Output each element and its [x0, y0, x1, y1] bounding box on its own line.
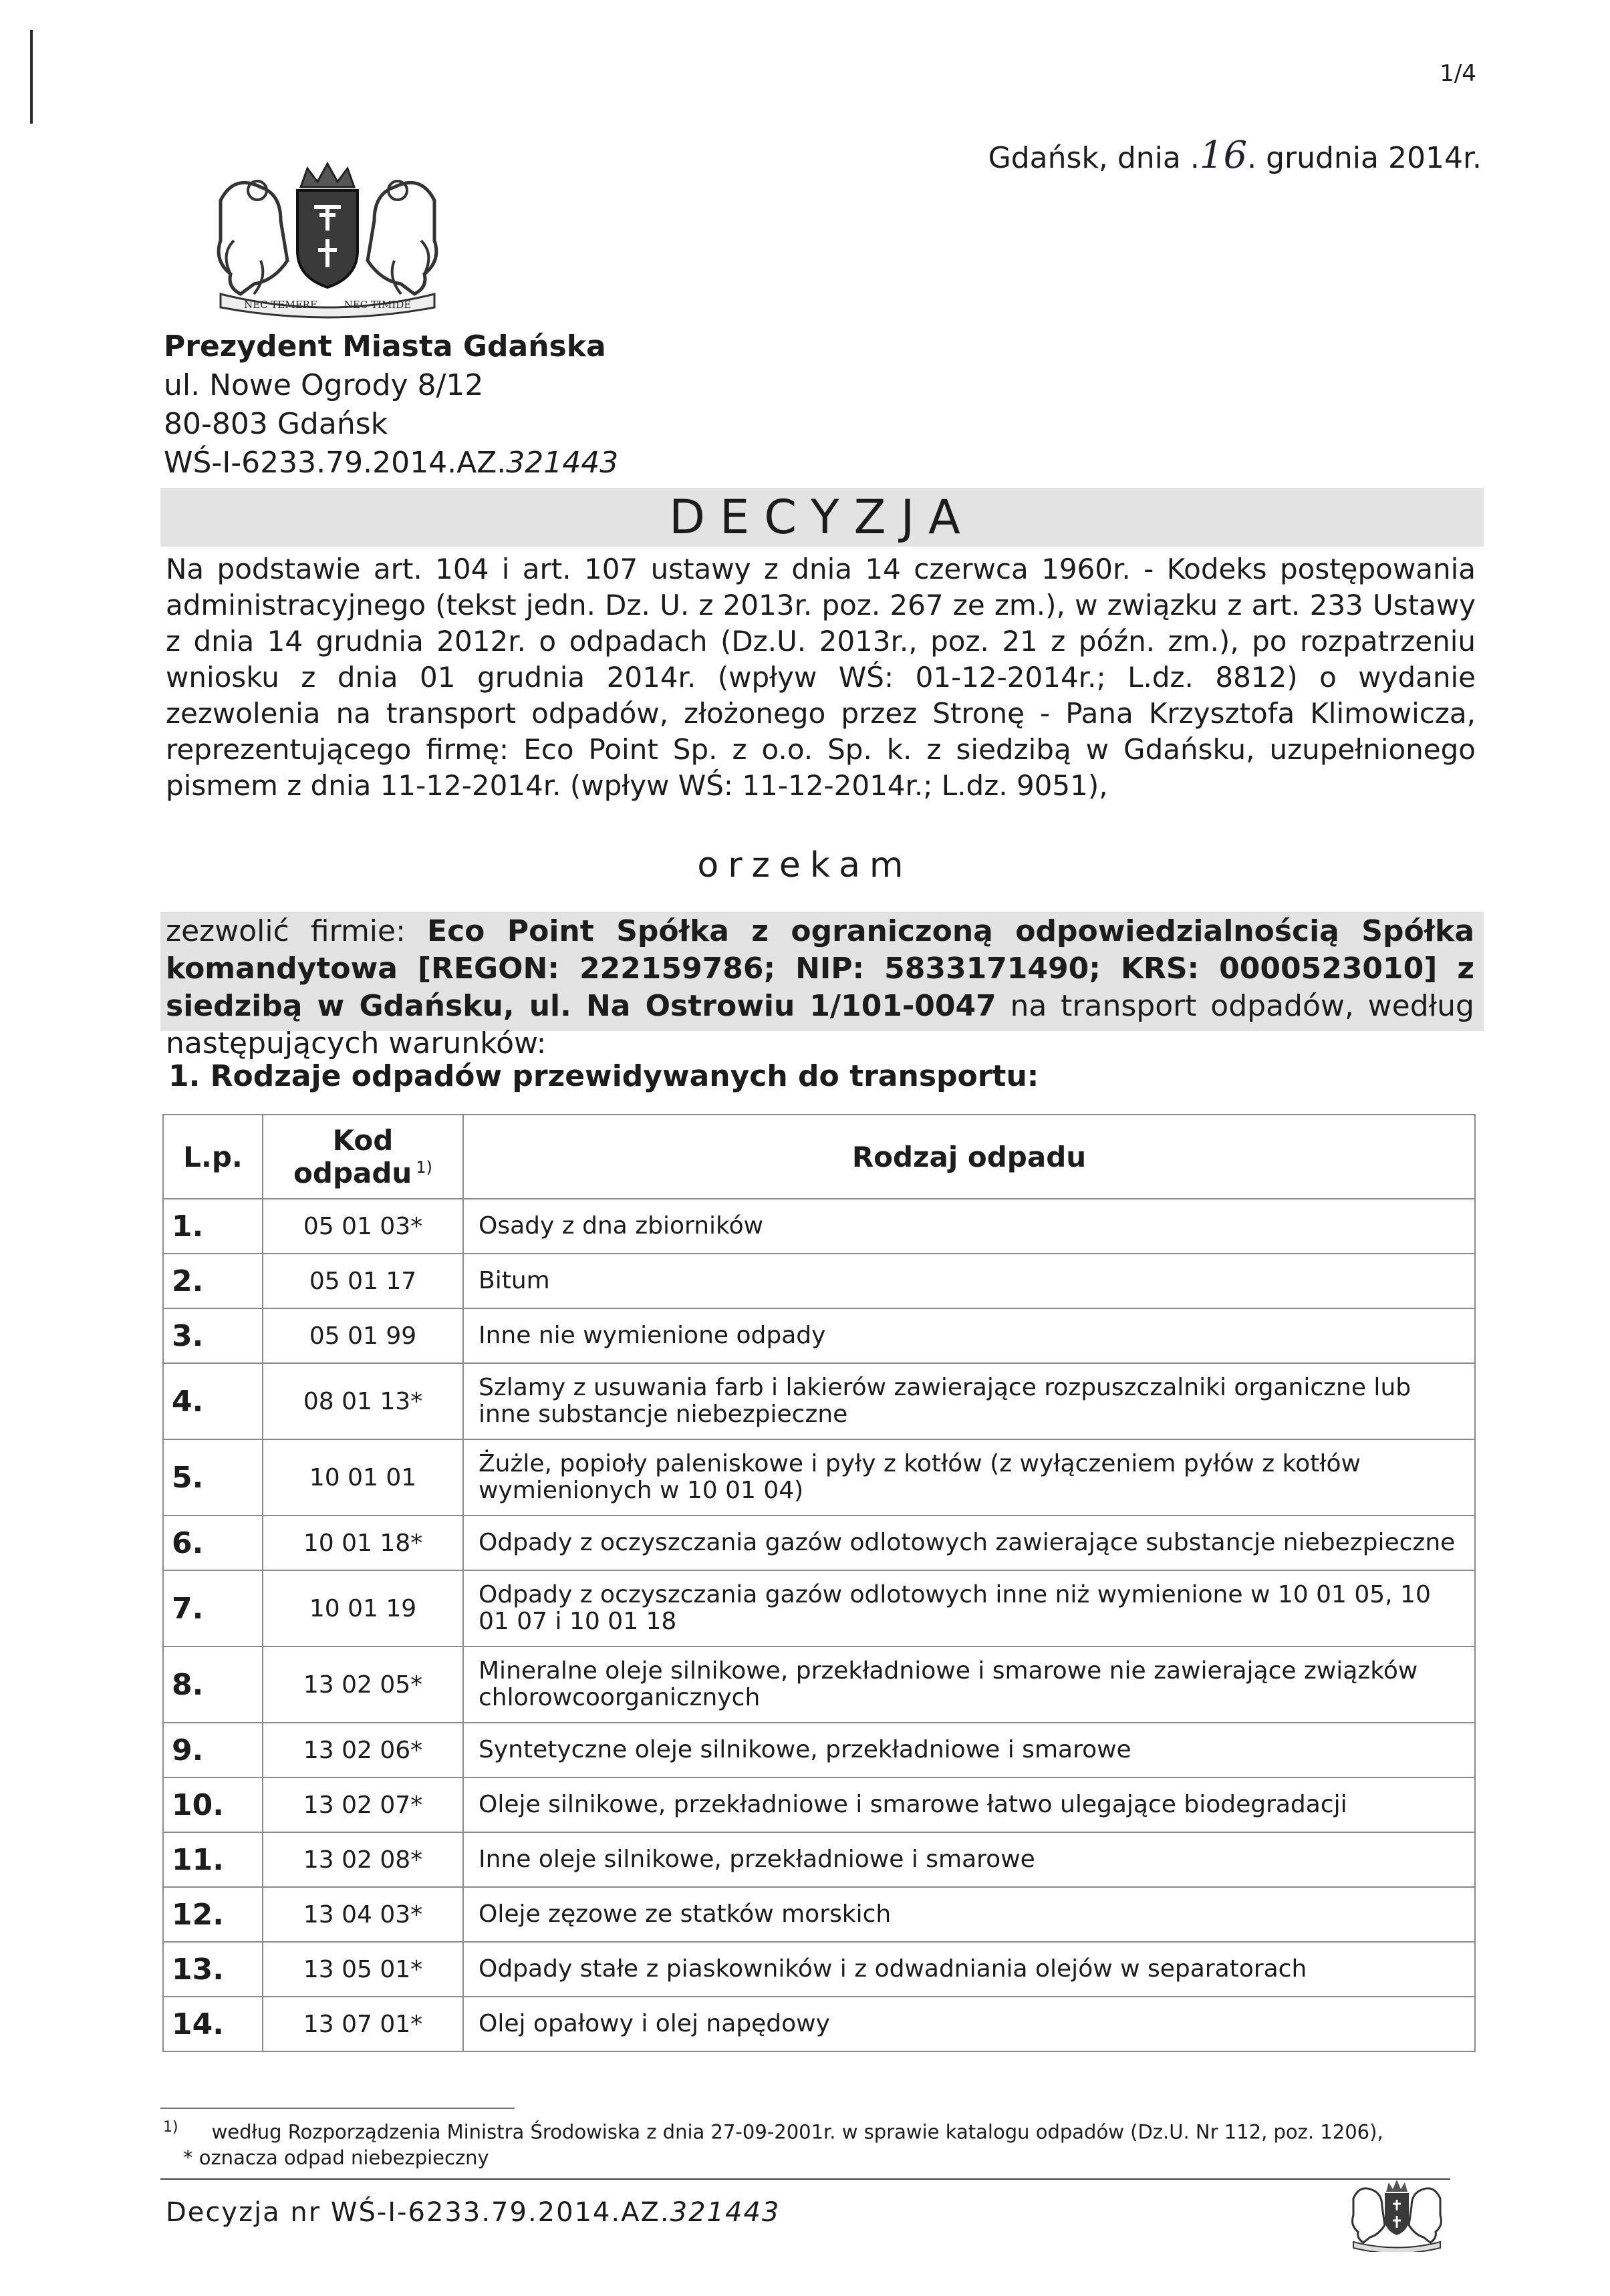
row-waste-code: 13 02 08*	[263, 1832, 463, 1887]
row-lp: 8.	[163, 1646, 263, 1723]
row-waste-code: 13 05 01*	[263, 1942, 463, 1997]
place-date-suffix: . grudnia 2014r.	[1247, 141, 1482, 175]
table-row	[163, 1646, 1475, 1723]
row-lp: 2.	[163, 1254, 263, 1308]
table-row	[163, 1942, 1475, 1997]
sender-reference	[164, 444, 618, 482]
row-waste-description: Inne nie wymienione odpady	[463, 1308, 1475, 1363]
row-lp: 11.	[163, 1832, 263, 1887]
crest-motto-left: NEC TEMERE	[244, 299, 317, 311]
footnote-line2: * oznacza odpad niebezpieczny	[183, 2146, 489, 2169]
row-lp: 5.	[163, 1439, 263, 1516]
sender-ref-prefix: WŚ-I-6233.79.2014.AZ.	[164, 446, 507, 480]
ruling-word: orzekam	[697, 845, 913, 885]
row-lp: 1.	[163, 1199, 263, 1254]
crest-motto-right: NEC TIMIDE	[344, 299, 412, 311]
decision-tail: na transport odpadów, według następujących warunków:	[166, 989, 1474, 1060]
row-waste-description: Inne oleje silnikowe, przekładniowe i smarowe	[463, 1832, 1475, 1887]
waste-types-table	[162, 1114, 1476, 2052]
row-waste-description: Oleje silnikowe, przekładniowe i smarowe łatwo ulegające biodegradacji	[463, 1777, 1475, 1832]
decision-company: Eco Point Spółka z ograniczoną odpowiedzialnością Spółka komandytowa [REGON: 222159786; NIP: 5833171490; KRS: 0000523010] z siedzibą w Gdańsku, ul. Na Ostrowiu 1/101-0047	[166, 914, 1475, 1023]
place-date	[988, 134, 1482, 177]
page-number: 1/4	[1440, 60, 1476, 87]
footnote-marker: 1)	[163, 2119, 178, 2136]
header-code-line1: Kod	[332, 1124, 394, 1157]
sender-ref-number: 321443	[506, 446, 619, 480]
row-waste-code: 13 02 05*	[263, 1646, 463, 1723]
row-waste-description: Żużle, popioły paleniskowe i pyły z kotłów (z wyłączeniem pyłów z kotłów wymienionych w 10 01 04)	[463, 1439, 1475, 1516]
row-lp: 6.	[163, 1516, 263, 1570]
table-row	[163, 1997, 1475, 2051]
footer-ref-number: 321443	[670, 2197, 781, 2228]
table-row	[163, 1254, 1475, 1308]
row-waste-description: Olej opałowy i olej napędowy	[463, 1997, 1475, 2051]
row-lp: 12.	[163, 1887, 263, 1942]
table-header-row	[163, 1115, 1475, 1199]
row-waste-description: Bitum	[463, 1254, 1475, 1308]
header-code-word: odpadu	[293, 1157, 412, 1189]
row-waste-description: Szlamy z usuwania farb i lakierów zawierające rozpuszczalniki organiczne lub inne substancje niebezpieczne	[463, 1363, 1475, 1439]
decision-title: DECYZJA	[160, 488, 1484, 547]
footer-reference	[166, 2197, 780, 2228]
row-lp: 3.	[163, 1308, 263, 1363]
table-row	[163, 1832, 1475, 1887]
footer-prefix: Decyzja nr WŚ-I-6233.79.2014.AZ.	[166, 2197, 670, 2228]
margin-mark	[30, 30, 33, 124]
legal-basis-paragraph: Na podstawie art. 104 i art. 107 ustawy z dnia 14 czerwca 1960r. - Kodeks postępowania administracyjnego (tekst jedn. Dz. U. z 2013r. poz. 267 ze zm.), w związku z art. 233 Ustawy z dnia 14 grudnia 2012r. o odpadach (Dz.U. 2013r., poz. 21 z późn. zm.), po rozpatrzeniu wniosku z dnia 01 grudnia 2014r. (wpływ WŚ: 01-12-2014r.; L.dz. 8812) o wydanie zezwolenia na transport odpadów, złożonego przez Stronę - Pana Krzysztofa Klimowicza, reprezentującego firmę: Eco Point Sp. z o.o. Sp. k. z siedzibą w Gdańsku, uzupełnionego pismem z dnia 11-12-2014r. (wpływ WŚ: 11-12-2014r.; L.dz. 9051),	[166, 553, 1476, 802]
sender-block	[164, 327, 618, 482]
row-lp: 13.	[163, 1942, 263, 1997]
row-waste-code: 05 01 99	[263, 1308, 463, 1363]
footnote-text: według Rozporządzenia Ministra Środowiska z dnia 27-09-2001r. w sprawie katalogu odpadów (Dz.U. Nr 112, poz. 1206),	[211, 2120, 1383, 2144]
gdansk-coat-of-arms-small	[1343, 2178, 1450, 2252]
row-lp: 9.	[163, 1723, 263, 1777]
row-waste-description: Syntetyczne oleje silnikowe, przekładniowe i smarowe	[463, 1723, 1475, 1777]
sender-street: ul. Nowe Ogrody 8/12	[164, 368, 484, 402]
row-waste-code: 08 01 13*	[263, 1363, 463, 1439]
table-body	[163, 1199, 1475, 2051]
table-row	[163, 1777, 1475, 1832]
row-waste-description: Osady z dna zbiorników	[463, 1199, 1475, 1254]
footnote-divider	[160, 2108, 515, 2109]
sender-name: Prezydent Miasta Gdańska	[164, 329, 606, 364]
section-1-heading: 1. Rodzaje odpadów przewidywanych do transportu:	[168, 1059, 1039, 1093]
row-waste-description: Oleje zęzowe ze statków morskich	[463, 1887, 1475, 1942]
table-row	[163, 1516, 1475, 1570]
sender-city: 80-803 Gdańsk	[164, 407, 388, 441]
row-lp: 7.	[163, 1570, 263, 1646]
row-waste-description: Mineralne oleje silnikowe, przekładniowe i smarowe nie zawierające związków chlorowcoorganicznych	[463, 1646, 1475, 1723]
row-waste-code: 05 01 03*	[263, 1199, 463, 1254]
footnote-line1	[163, 2115, 1460, 2145]
row-waste-code: 10 01 01	[263, 1439, 463, 1516]
gdansk-coat-of-arms	[194, 160, 461, 321]
row-waste-description: Odpady z oczyszczania gazów odlotowych zawierające substancje niebezpieczne	[463, 1516, 1475, 1570]
table-row	[163, 1570, 1475, 1646]
row-waste-description: Odpady stałe z piaskowników i z odwadniania olejów w separatorach	[463, 1942, 1475, 1997]
row-lp: 4.	[163, 1363, 263, 1439]
table-row	[163, 1308, 1475, 1363]
row-waste-code: 10 01 18*	[263, 1516, 463, 1570]
table-row	[163, 1363, 1475, 1439]
header-code	[263, 1115, 463, 1199]
row-lp: 14.	[163, 1997, 263, 2051]
decision-paragraph	[166, 913, 1474, 1062]
row-waste-code: 05 01 17	[263, 1254, 463, 1308]
row-waste-code: 13 07 01*	[263, 1997, 463, 2051]
row-waste-code: 10 01 19	[263, 1570, 463, 1646]
row-waste-description: Odpady z oczyszczania gazów odlotowych inne niż wymienione w 10 01 05, 10 01 07 i 10 01 18	[463, 1570, 1475, 1646]
header-code-footnote-mark: 1)	[416, 1158, 432, 1177]
table-row	[163, 1723, 1475, 1777]
row-lp: 10.	[163, 1777, 263, 1832]
row-waste-code: 13 04 03*	[263, 1887, 463, 1942]
header-lp: L.p.	[163, 1115, 263, 1199]
footnote	[163, 2115, 1460, 2170]
row-waste-code: 13 02 06*	[263, 1723, 463, 1777]
decision-lead: zezwolić firmie:	[166, 914, 428, 948]
footer-divider	[160, 2178, 1450, 2180]
handwritten-day: 16	[1199, 134, 1248, 177]
table-row	[163, 1439, 1475, 1516]
table-row	[163, 1887, 1475, 1942]
header-code-line2	[264, 1157, 462, 1189]
header-type: Rodzaj odpadu	[463, 1115, 1475, 1199]
row-waste-code: 13 02 07*	[263, 1777, 463, 1832]
place-date-prefix: Gdańsk, dnia .	[988, 141, 1200, 175]
table-row	[163, 1199, 1475, 1254]
